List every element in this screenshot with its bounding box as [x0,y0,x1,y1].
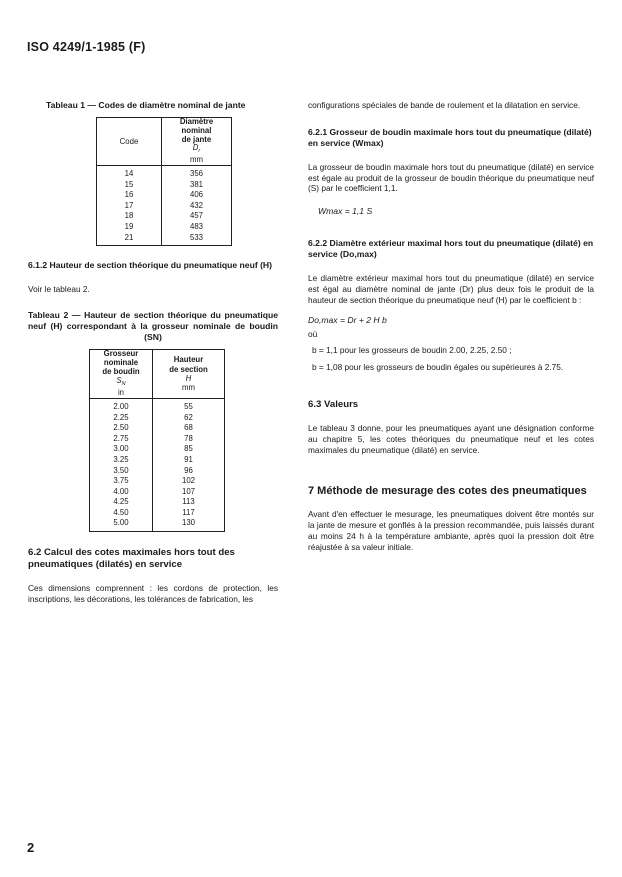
table2 [89,349,225,532]
table-cell: 130 [181,518,195,528]
table1-header-unit: mm [190,155,203,165]
table1-caption: Tableau 1 — Codes de diamètre nominal de jante [46,100,246,110]
table2-symbol-sub: N [121,380,126,387]
table-cell: 19 [124,221,134,231]
table1-codes-cell [97,165,162,245]
table1-header-l3: de jante [181,134,212,144]
table-cell: 5.00 [113,518,129,528]
section-6-2-1-heading: 6.2.1 Grosseur de boudin maximale hors tout du pneumatique (dilaté) en service (Wmax) [308,126,592,148]
section-6-3-text: Le tableau 3 donne, pour les pneumatiques ayant une désignation conforme au chapitre 5, les cotes théoriques du pneumatique neuf et les cotes maximales du pneumatique (dilaté) en service. [308,422,594,455]
where-label: où [308,328,318,339]
table1-symbol-sub: r [198,148,201,155]
section-6-2-2-text: Le diamètre extérieur maximal hors tout du pneumatique (dilaté) en service est égal au diamètre nominal de jante (Dr) plus deux fois le produit de la hauteur de section théorique du pneumatique neuf (H) par le coefficient b : [308,273,594,305]
document-header: ISO 4249/1-1985 (F) [27,40,146,54]
table-cell: 2.50 [113,423,129,433]
section-6-1-2-heading: 6.1.2 Hauteur de section théorique du pneumatique neuf (H) [28,260,272,271]
table-cell: 91 [184,454,193,464]
table2-sizes-cell [90,398,153,531]
table2-header-symbol-h: H [185,373,192,383]
table2-caption: Tableau 2 — Hauteur de section théorique du pneumatique neuf (H) correspondant à la grosseur nominale de boudin (SN) [28,309,278,342]
table-cell: 3.50 [113,465,129,475]
table-cell: 3.25 [113,454,129,464]
table1-header-l2: nominal [181,125,212,135]
table2-heights-cell [153,398,225,531]
table2-header-height [153,349,225,398]
table2-symbol-s: S [116,375,122,385]
table-cell: 4.25 [113,497,129,507]
table-cell: 85 [184,444,193,454]
table-cell: 21 [124,232,134,242]
formula-wmax: Wmax = 1,1 S [318,206,373,217]
table-cell: 2.00 [113,401,129,411]
section-7-text: Avant d'en effectuer le mesurage, les pneumatiques doivent être montés sur la jante de mesure et gonflés à la pression recommandée, puis laissés durant au moins 24 h à la température ambiante, après quoi la pression doit être réajustée à sa valeur initiale. [308,509,594,552]
left-column [28,100,278,605]
table-cell: 3.00 [113,444,129,454]
table-cell: 4.00 [113,486,129,496]
section-6-2-heading: 6.2 Calcul des cotes maximales hors tout des pneumatiques (dilatés) en service [28,547,235,571]
table-cell: 15 [124,179,134,189]
table2-header-l2: nominale [103,358,139,368]
table-cell: 96 [184,465,193,475]
table-cell: 62 [184,412,193,422]
table-cell: 16 [124,190,134,200]
section-7-heading: 7 Méthode de mesurage des cotes des pneumatiques [308,485,587,498]
table-cell: 533 [189,232,203,242]
table-cell: 117 [182,507,195,517]
table-cell: 14 [124,168,134,178]
right-column [308,100,594,553]
table2-header-unit-mm: mm [182,383,195,393]
page-number: 2 [27,840,35,855]
table2-header-symbol [90,377,152,389]
table1-symbol-d: D [192,143,199,153]
table2-header-size [90,349,153,398]
table2-header-h2: de section [169,364,208,374]
table-cell: 406 [189,190,203,200]
formula-domax: Do,max = Dr + 2 H b [308,314,387,325]
table1 [96,117,232,246]
table2-header-l3: de boudin [102,367,140,377]
table-cell: 3.75 [113,476,129,486]
table-cell: 356 [189,168,203,178]
table-cell: 102 [181,476,195,486]
section-6-2-text-right: configurations spéciales de bande de roulement et la dilatation en service. [308,100,581,110]
table-cell: 483 [189,221,203,231]
table-cell: 381 [189,179,203,189]
table1-header-diameter [162,118,232,166]
table-cell: 432 [189,200,203,210]
table-cell: 2.75 [113,433,129,443]
table-cell: 17 [124,200,134,210]
table-cell: 55 [184,401,193,411]
table-cell: 18 [124,211,134,221]
table-cell: 68 [184,423,193,433]
table2-header-h1: Hauteur [173,355,204,365]
table1-header-l1: Diamètre [179,117,214,126]
section-6-3-heading: 6.3 Valeurs [308,398,359,410]
table-cell: 4.50 [113,507,129,517]
section-6-2-1-text: La grosseur de boudin maximale hors tout du pneumatique (dilaté) en service est égale au produit de la grosseur de boudin théorique du pneumatique neuf (S) par le coefficient 1,1. [308,161,594,194]
table-cell: 113 [182,497,195,507]
section-6-1-2-text: Voir le tableau 2. [28,284,90,295]
table1-diameters-cell [162,165,232,245]
table-cell: 78 [184,433,193,443]
table1-header-code: Code [97,118,162,166]
coefficient-b2: b = 1,08 pour les grosseurs de boudin égales ou supérieures à 2.75. [312,362,564,373]
coefficient-b1: b = 1,1 pour les grosseurs de boudin 2.00, 2.25, 2.50 ; [312,345,512,356]
section-6-2-text-left: Ces dimensions comprennent : les cordons de protection, les inscriptions, les décorations, les tolérances de fabrication, les [28,583,278,604]
table-cell: 457 [189,211,203,221]
section-6-2-2-heading: 6.2.2 Diamètre extérieur maximal hors tout du pneumatique (dilaté) en service (Do,max) [308,238,594,260]
table2-header-unit-in: in [117,387,125,397]
table2-header-l1: Grosseur [103,349,139,359]
table-cell: 107 [181,486,195,496]
table-cell: 2.25 [113,412,129,422]
